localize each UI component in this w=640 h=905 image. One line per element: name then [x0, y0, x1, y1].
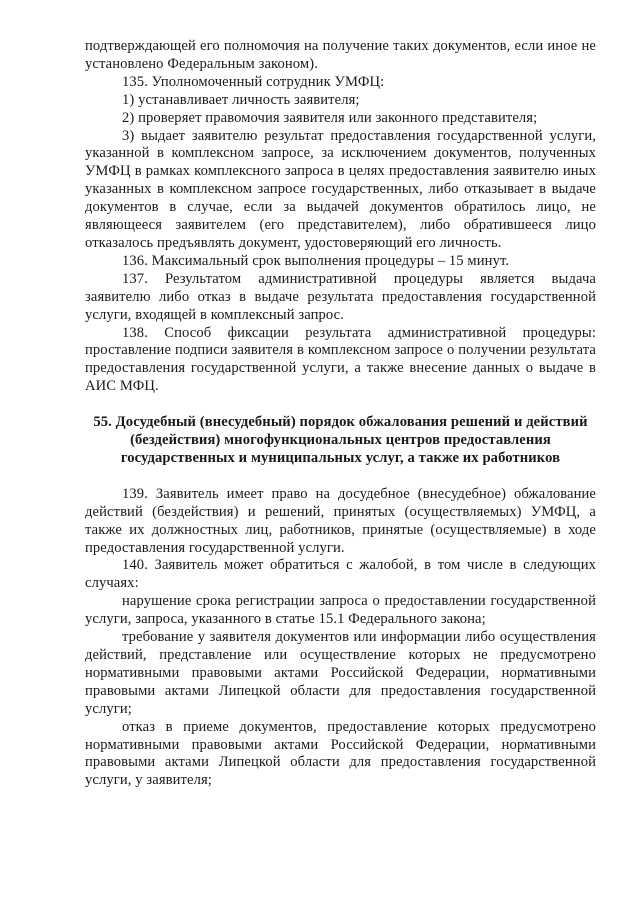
paragraph: 137. Результатом административной процедуры является выдача заявителю либо отказ в выдаче результата предоставления государственной услуги, входящей в комплексный запрос. [85, 270, 596, 323]
paragraph: 140. Заявитель может обратиться с жалобой, в том числе в следующих случаях: [85, 557, 596, 592]
paragraph: 1) устанавливает личность заявителя; [122, 91, 360, 108]
paragraph: 136. Максимальный срок выполнения процедуры – 15 минут. [122, 252, 510, 269]
paragraph: 139. Заявитель имеет право на досудебное (внесудебное) обжалование действий (бездействия) и решений, принятых (осуществляемых) УМФЦ, а также их должностных лиц, работников, принятые (осуществляемые) в ходе предоставления государственной услуги. [85, 485, 596, 556]
paragraph: 3) выдает заявителю результат предоставления государственной услуги, указанной в комплексном запросе, за исключением документов, полученных УМФЦ в рамках комплексного запроса в целях предоставления заявителю иных указанных в комплексном запросе государственных, либо отказывает в выдаче документов в случае, если за выдачей документов обратилось лицо, не являющееся заявителем (его представителем), либо обратившееся лицо отказалось предъявлять документ, удостоверяющий его личность. [85, 127, 596, 251]
paragraph: подтверждающей его полномочия на получение таких документов, если иное не установлено Федеральным законом). [85, 38, 596, 72]
paragraph: нарушение срока регистрации запроса о предоставлении государственной услуги, запроса, указанного в статье 15.1 Федерального закона; [85, 593, 596, 628]
paragraph: 2) проверяет правомочия заявителя или законного представителя; [122, 109, 538, 126]
paragraph: требование у заявителя документов или информации либо осуществления действий, представление или осуществление которых не предусмотрено нормативными правовыми актами Российской Федерации, нормативными правовыми актами Липецкой области для предоставления государственной услуги; [85, 629, 596, 717]
paragraph: отказ в приеме документов, предоставление которых предусмотрено нормативными правовыми актами Российской Федерации, нормативными правовыми актами Липецкой области для предоставления государственной услуги, у заявителя; [85, 718, 596, 789]
paragraph: 135. Уполномоченный сотрудник УМФЦ: [122, 73, 385, 90]
document-body [85, 38, 596, 790]
section-heading: 55. Досудебный (внесудебный) порядок обжалования решений и действий (бездействия) многофункциональных центров предоставления государственных и муниципальных услуг, а также их работников [93, 414, 588, 466]
paragraph: 138. Способ фиксации результата административной процедуры: проставление подписи заявителя в комплексном запросе о получении результата предоставления государственной услуги, а также внесение данных о выдаче в АИС МФЦ. [85, 324, 596, 395]
